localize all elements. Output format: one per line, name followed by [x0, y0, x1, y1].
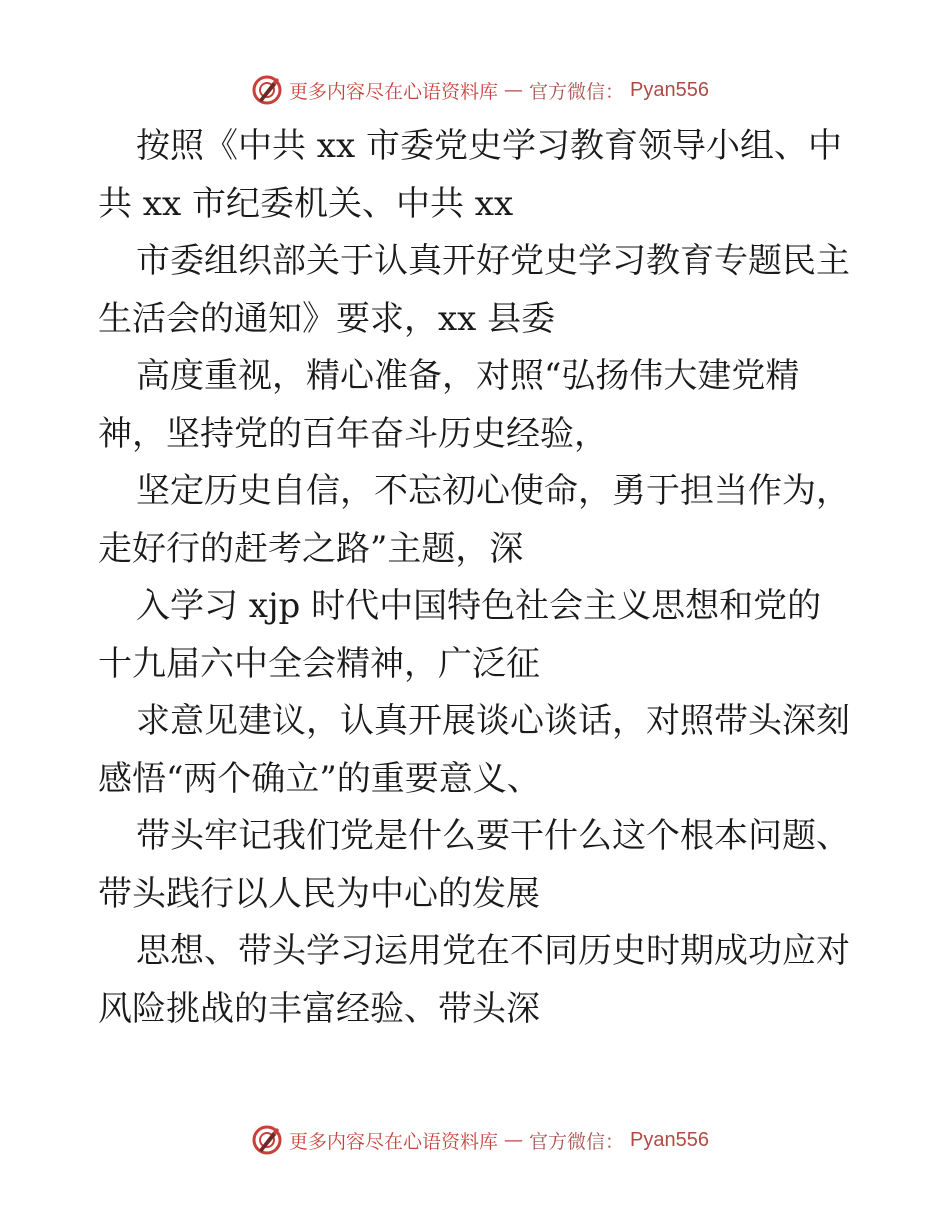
pen-circle-logo-icon: [251, 74, 283, 106]
paragraph-line: 感悟“两个确立”的重要意义、: [98, 758, 541, 799]
paragraph-line: 高度重视，精心准备，对照“弘扬伟大建党精: [136, 356, 800, 396]
paragraph-line: 坚定历史自信，不忘初心使命，勇于担当作为，: [136, 471, 850, 511]
footer-wechat-label: 官方微信：: [529, 1130, 625, 1153]
paragraph-line: 按照《中共 xx 市委党史学习教育领导小组、中: [136, 126, 842, 166]
paragraph-line: 走好行的赶考之路”主题，深: [98, 528, 524, 569]
paragraph: [98, 693, 858, 808]
header-banner-inner: [251, 74, 709, 106]
paragraph-line: 思想、带头学习运用党在不同历史时期成功应对: [136, 931, 850, 971]
paragraph-line: 共 xx 市纪委机关、中共 xx: [98, 183, 514, 224]
paragraph-line: 风险挑战的丰富经验、带头深: [98, 988, 540, 1029]
paragraph-line: 生活会的通知》要求，xx 县委: [98, 298, 556, 339]
paragraph-line: 神，坚持党的百年奋斗历史经验，: [98, 413, 608, 454]
paragraph-line: 入学习 xjp 时代中国特色社会主义思想和党的: [136, 586, 822, 626]
document-body: [98, 118, 858, 1038]
paragraph-line: 求意见建议，认真开展谈心谈话，对照带头深刻: [136, 701, 850, 741]
paragraph-line: 市委组织部关于认真开好党史学习教育专题民主: [136, 241, 850, 281]
pen-circle-logo-icon: [251, 1124, 283, 1156]
paragraph-line: 十九届六中全会精神，广泛征: [98, 643, 540, 684]
footer-banner: [0, 1122, 950, 1158]
paragraph-line: 带头践行以人民为中心的发展: [98, 873, 540, 914]
paragraph: [98, 808, 858, 923]
header-site-text: 更多内容尽在心语资料库: [289, 80, 499, 103]
paragraph: [98, 923, 858, 1038]
footer-wechat-id: Pyan556: [630, 1128, 709, 1151]
footer-dash: —: [504, 1129, 524, 1151]
header-wechat-label: 官方微信：: [529, 80, 625, 103]
paragraph: [98, 463, 858, 578]
header-banner: [0, 72, 950, 108]
header-wechat-id: Pyan556: [630, 78, 709, 101]
paragraph: [98, 348, 858, 463]
header-dash: —: [504, 79, 524, 101]
paragraph: [98, 578, 858, 693]
footer-banner-inner: [251, 1124, 709, 1156]
footer-site-text: 更多内容尽在心语资料库: [289, 1130, 499, 1153]
paragraph: [98, 118, 858, 233]
paragraph-line: 带头牢记我们党是什么要干什么这个根本问题、: [136, 816, 850, 856]
paragraph: [98, 233, 858, 348]
